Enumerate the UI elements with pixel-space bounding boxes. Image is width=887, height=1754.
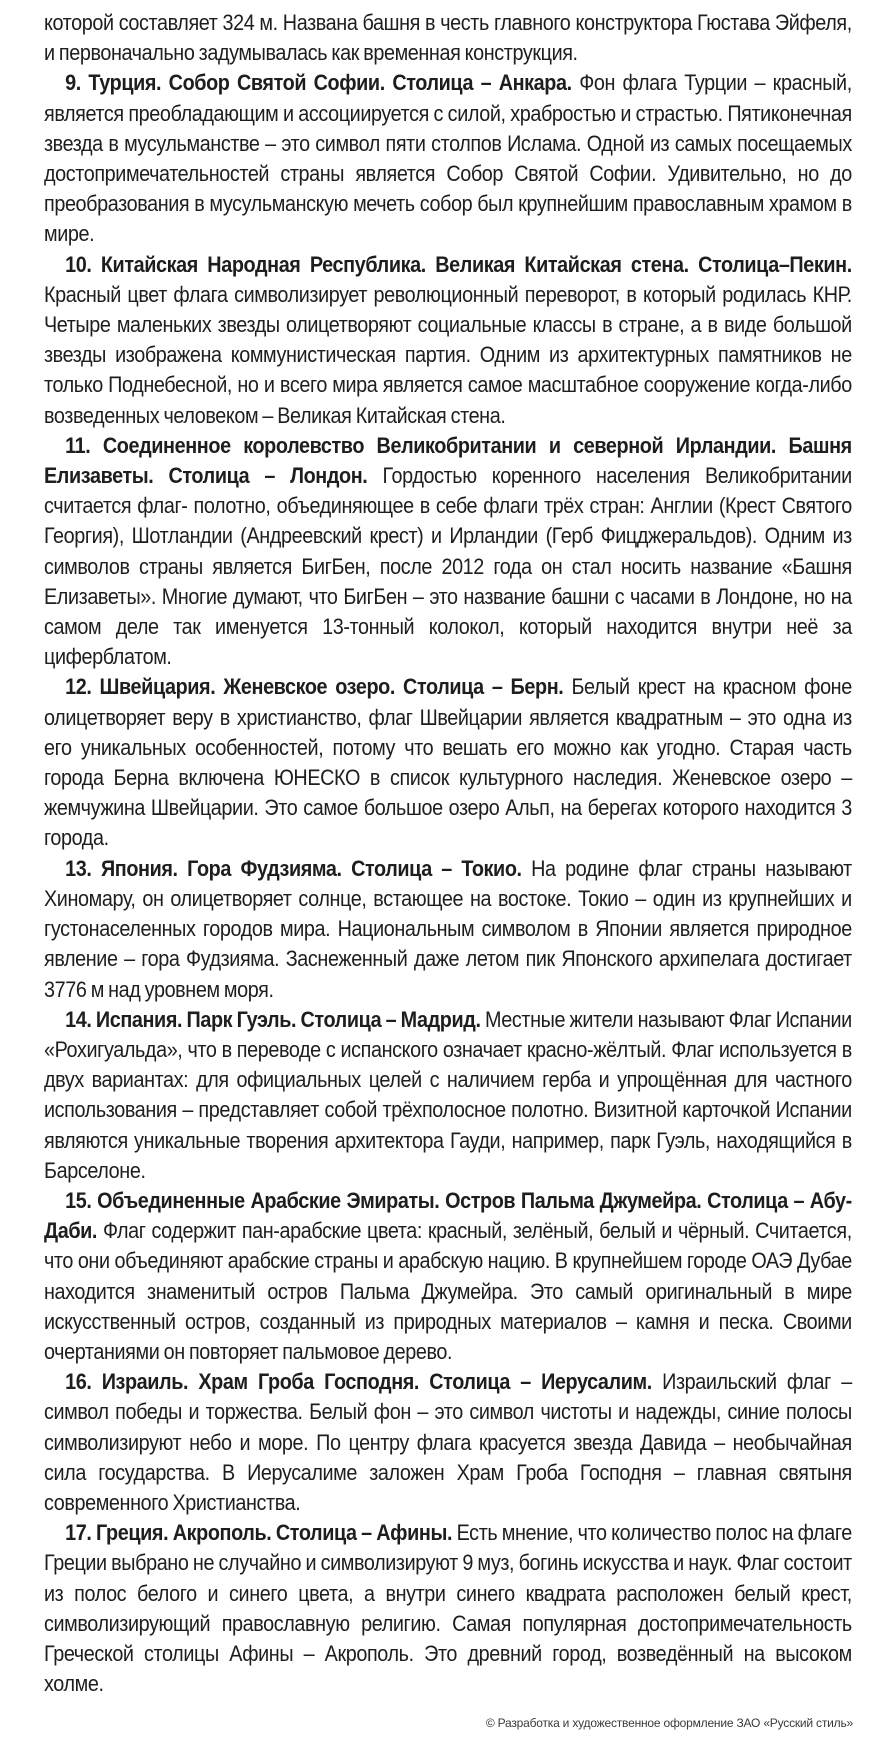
entry-text: Красный цвет флага символизирует революционный переворот, в который родилась КНР. Четыре маленьких звезды олицетворяют социальные классы в стране, а в виде большой звезды изображена коммунистическая партия. Одним из архитектурных памятников не только Поднебесной, но и всего мира является самое масштабное сооружение когда-либо возведенных человеком – Великая Китайская стена. (44, 281, 852, 428)
entry-heading: 14. Испания. Парк Гуэль. Столица – Мадрид. (65, 1006, 481, 1032)
entry-text: Израильский флаг – символ победы и торжества. Белый фон – это символ чистоты и надежды, синие полосы символизируют небо и море. По центру флага красуется звезда Давида – необычайная сила государства. В Иерусалиме заложен Храм Гроба Господня – главная святыня современного Христианства. (44, 1369, 852, 1515)
entry-china (44, 250, 852, 431)
document-body (44, 8, 852, 1699)
entry-uae (44, 1186, 852, 1367)
entry-text: На родине флаг страны называют Хиномару, он олицетворяет солнце, встающее на востоке. Токио – один из крупнейших и густонаселенных городов мира. Национальным символом в Японии является природное явление – гора Фудзияма. Заснеженный даже летом пик Японского архипелага достигает 3776 м над уровнем моря. (44, 855, 852, 1002)
entry-text: Есть мнение, что количество полос на флаге Греции выбрано не случайно и символизируют 9 муз, богинь искусства и наук. Флаг состоит из полос белого и синего цвета, а внутри синего квадрата расположен белый крест, символизирующий православную религию. Самая популярная достопримечательность Греческой столицы Афины – Акрополь. Это древний город, возведённый на высоком холме. (44, 1520, 852, 1697)
intro-paragraph: которой составляет 324 м. Названа башня в честь главного конструктора Гюстава Эйфеля, и первоначально задумывалась как временная конструкция. (44, 10, 852, 66)
entry-text: Гордостью коренного населения Великобритании считается флаг- полотно, объединяющее в себе флаги трёх стран: Англии (Крест Святого Георгия), Шотландии (Андреевский крест) и Ирландии (Герб Фицджеральдов). Одним из символов страны является БигБен, после 2012 года он стал носить название «Башня Елизаветы». Многие думают, что БигБен – это название башни с часами в Лондоне, но на самом деле так именуется 13-тонный колокол, который находится внутри неё за циферблатом. (44, 463, 852, 670)
entry-heading: 16. Израиль. Храм Гроба Господня. Столица – Иерусалим. (65, 1369, 652, 1395)
entry-text: Местные жители называют Флаг Испании «Рохигуальда», что в переводе с испанского означает красно-жёлтый. Флаг используется в двух вариантах: для официальных целей с наличием герба и упрощённая для частного использования – представляет собой трёхполосное полотно. Визитной карточкой Испании являются уникальные творения архитектора Гауди, например, парк Гуэль, находящийся в Барселоне. (44, 1006, 852, 1183)
entry-switzerland (44, 672, 852, 853)
entry-turkey (44, 68, 852, 249)
entry-uk (44, 431, 852, 673)
entry-text: Белый крест на красном фоне олицетворяет веру в христианство, флаг Швейцарии является квадратным – это одна из его уникальных особенностей, потому что вешать его можно как угодно. Старая часть города Берна включена ЮНЕСКО в список культурного наследия. Женевское озеро – жемчужина Швейцарии. Это самое большое озеро Альп, на берегах которого находится 3 города. (44, 674, 852, 851)
entry-text: Флаг содержит пан-арабские цвета: красный, зелёный, белый и чёрный. Считается, что они объединяют арабские страны и арабскую нацию. В крупнейшем городе ОАЭ Дубае находится знаменитый остров Пальма Джумейра. Это самый оригинальный в мире искусственный остров, созданный из природных материалов – камня и песка. Своими очертаниями он повторяет пальмовое дерево. (44, 1218, 852, 1364)
entry-heading: 10. Китайская Народная Республика. Великая Китайская стена. Столица–Пекин. (65, 251, 852, 277)
copyright-footer: © Разработка и художественное оформление ЗАО «Русский стиль» (485, 1716, 853, 1730)
entry-heading: 9. Турция. Собор Святой Софии. Столица – Анкара. (65, 70, 572, 96)
entry-japan (44, 854, 852, 1005)
entry-heading: 17. Греция. Акрополь. Столица – Афины. (65, 1520, 453, 1546)
entry-greece (44, 1518, 852, 1699)
entry-heading: 13. Япония. Гора Фудзияма. Столица – Токио. (65, 855, 522, 881)
entry-heading: 15. Объединенные Арабские Эмираты. Остров Пальма Джумейра. Столица – Абу-Даби. (44, 1187, 852, 1244)
entry-israel (44, 1367, 852, 1518)
entry-heading: 11. Соединенное королевство Великобритании и северной Ирландии. Башня Елизаветы. Столица – Лондон. (44, 432, 852, 489)
entry-heading: 12. Швейцария. Женевское озеро. Столица – Берн. (65, 674, 564, 700)
entry-text: Фон флага Турции – красный, является преобладающим и ассоциируется с силой, храбростью и страстью. Пятиконечная звезда в мусульманстве – это символ пяти столпов Ислама. Одной из самых посещаемых достопримечательностей страны является Собор Святой Софии. Удивительно, но до преобразования в мусульманскую мечеть собор был крупнейшим православным храмом в мире. (44, 70, 852, 247)
entry-spain (44, 1005, 852, 1186)
